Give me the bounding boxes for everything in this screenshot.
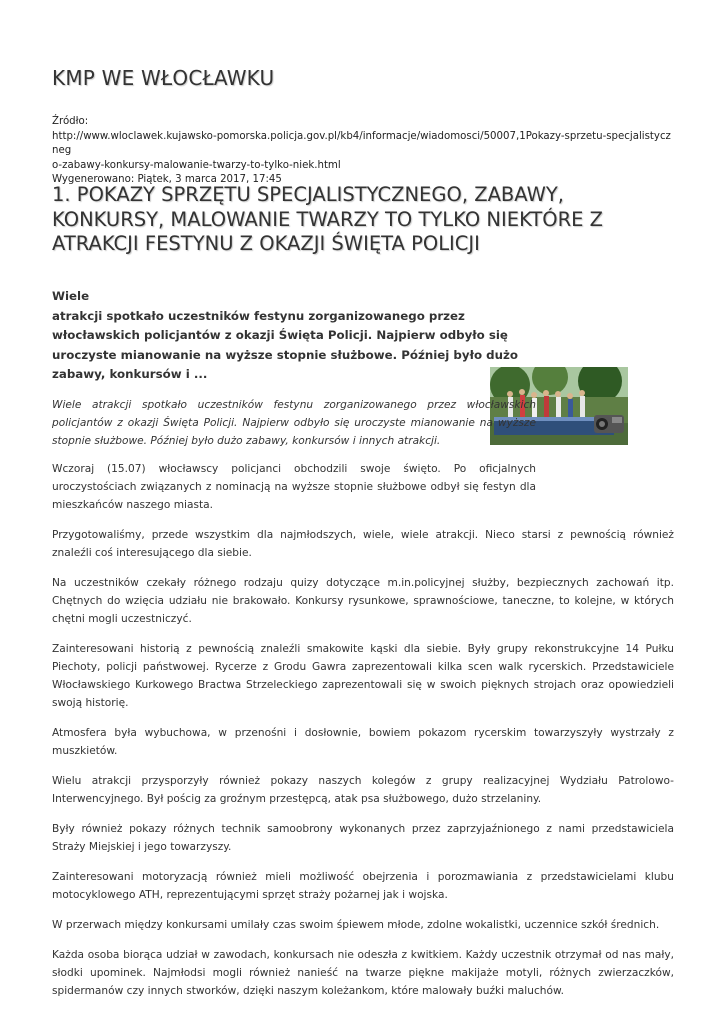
paragraph: Atmosfera była wybuchowa, w przenośni i dosłownie, bowiem pokazom rycerskim towarzyszyły wystrzały z muszkietów. — [52, 727, 674, 757]
paragraph: Na uczestników czekały różnego rodzaju quizy dotyczące m.in.policyjnej służby, bezpiecznych zachowań itp. Chętnych do wzięcia udziału nie brakowało. Konkursy rysunkowe, sprawnościowe, taneczne, to kolejne, w których chętni mogli uczestniczyć. — [52, 577, 674, 625]
lead-text: atrakcji spotkało uczestników festynu zorganizowanego przez włocławskich policjantów z okazji Święta Policji. Najpierw odbyło się uroczyste mianowanie na wyższe stopnie służbowe. Później było dużo zabawy, konkursów i ... — [52, 308, 518, 381]
paragraph: W przerwach między konkursami umilały czas swoim śpiewem młode, zdolne wokalistki, uczennice szkół średnich. — [52, 919, 660, 931]
paragraph: Każda osoba biorąca udział w zawodach, konkursach nie odeszła z kwitkiem. Każdy uczestnik otrzymał od nas mały, słodki upominek. Najmłodsi mogli również nanieść na twarze piękne makijaże motyli, różnych zwierzaczków, spidermanów czy innych stworków, dzięki naszym koleżankom, które malowały buźki maluchów. — [52, 949, 674, 997]
paragraph: Zainteresowani historią z pewnością znaleźli smakowite kąski dla siebie. Były grupy rekonstrukcyjne 14 Pułku Piechoty, policji państwowej. Rycerze z Grodu Gawra zaprezentowali kilka scen walk rycerskich. Przedstawiciele Włocławskiego Kurkowego Bractwa Strzeleckiego zaprezentowali się w swoich pięknych strojach oraz opowiedzieli swoją historię. — [52, 643, 674, 709]
paragraph: Wielu atrakcji przysporzyły również pokazy naszych kolegów z grupy realizacyjnej Wydziału Patrolowo-Interwencyjnego. Był pościg za groźnym przestępcą, atak psa służbowego, dużo strzelaniny. — [52, 775, 674, 805]
generated-date: Wygenerowano: Piątek, 3 marca 2017, 17:45 — [52, 174, 282, 185]
paragraph: Były również pokazy różnych technik samoobrony wykonanych przez zaprzyjaźnionego z nami przedstawiciela Straży Miejskiej i jego towarzyszy. — [52, 823, 674, 853]
paragraph: Przygotowaliśmy, przede wszystkim dla najmłodszych, wiele, wiele atrakcji. Nieco starsi z pewnością również znaleźli coś interesującego dla siebie. — [52, 529, 674, 559]
intro-paragraph: Wiele atrakcji spotkało uczestników festynu zorganizowanego przez włocławskich policjantów z okazji Święta Policji. Najpierw odbyło się uroczyste mianowanie na wyższe stopnie służbowe. Później było dużo zabawy, konkursów i innych atrakcji. — [52, 399, 536, 447]
article-lead — [52, 287, 552, 385]
site-title: KMP WE WŁOCŁAWKU — [52, 66, 275, 90]
paragraph: Zainteresowani motoryzacją również mieli możliwość obejrzenia i porozmawiania z przedstawicielami klubu motocyklowego ATH, reprezentującymi sprzęt straży pożarnej jak i wojska. — [52, 871, 674, 901]
article-title: 1. POKAZY SPRZĘTU SPECJALISTYCZNEGO, ZABAWY, KONKURSY, MALOWANIE TWARZY TO TYLKO NIEKTÓRE Z ATRAKCJI FESTYNU Z OKAZJI ŚWIĘTA POLICJI — [52, 183, 604, 255]
source-url-line-2: o-zabawy-konkursy-malowanie-twarzy-to-tylko-niek.html — [52, 159, 341, 171]
source-url[interactable] — [52, 130, 677, 174]
source-label: Źródło: — [52, 116, 89, 127]
article-body — [52, 396, 674, 1012]
source-meta — [52, 115, 677, 188]
lead-first-word: Wiele — [52, 289, 90, 303]
paragraph: Wczoraj (15.07) włocławscy policjanci obchodzili swoje święto. Po oficjalnych uroczystościach związanych z nominacją na wyższe stopnie służbowe odbył się festyn dla mieszkańców naszego miasta. — [52, 463, 536, 511]
source-url-line-1: http://www.wloclawek.kujawsko-pomorska.policja.gov.pl/kb4/informacje/wiadomosci/50007,1Pokazy-sprzetu-specjalistyczneg — [52, 130, 671, 156]
